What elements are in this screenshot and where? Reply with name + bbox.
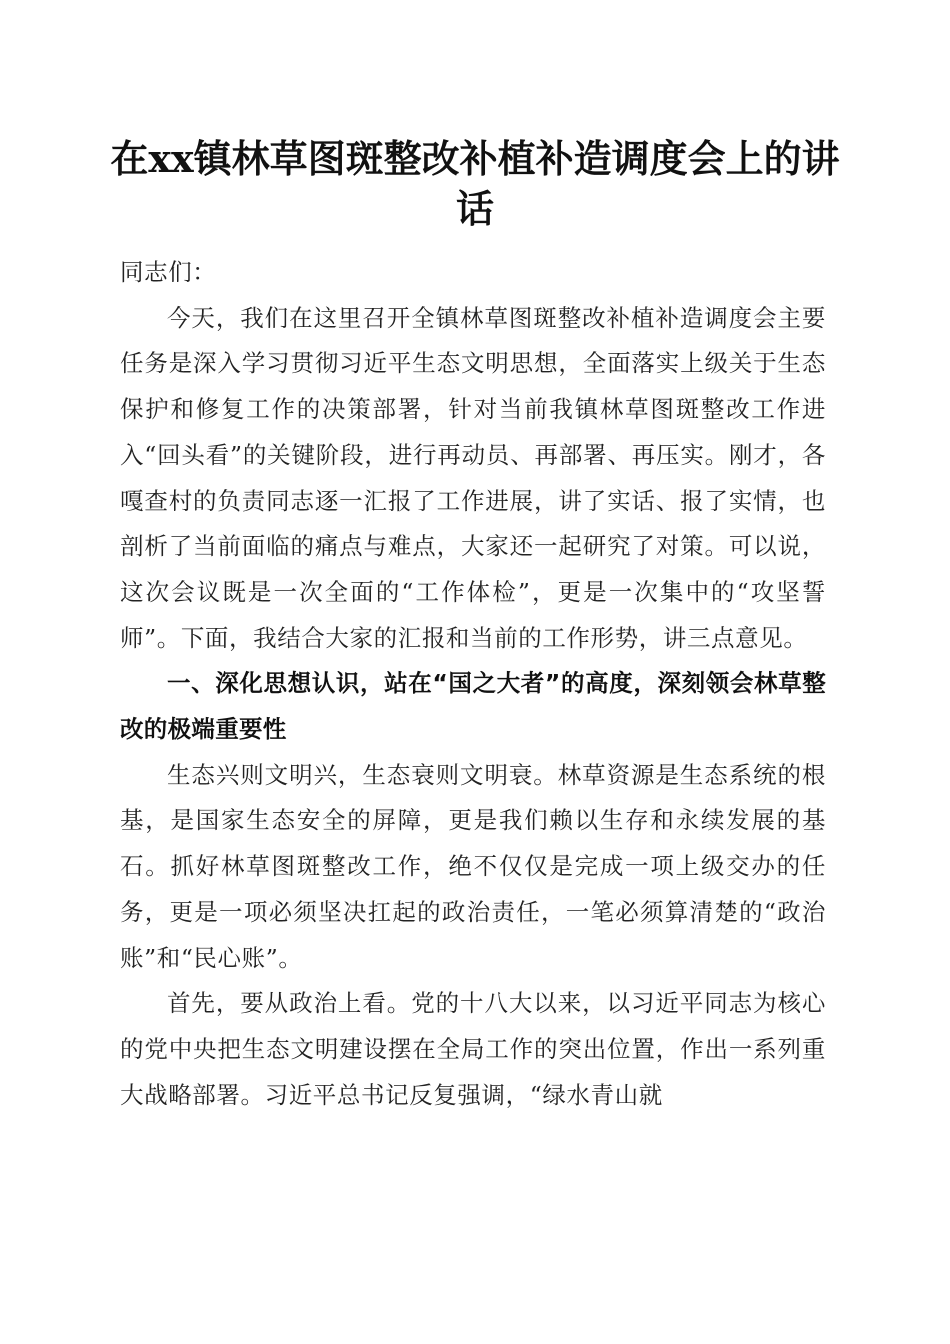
document-title: 在xx镇林草图斑整改补植补造调度会上的讲话	[110, 136, 840, 231]
document-body	[120, 250, 826, 1118]
paragraph-section-1: 生态兴则文明兴，生态衰则文明衰。林草资源是生态系统的根基，是国家生态安全的屏障，更是我们赖以生存和永续发展的基石。抓好林草图斑整改工作，绝不仅仅是完成一项上级交办的任务，更是一项必须坚决扛起的政治责任，一笔必须算清楚的“政治账”和“民心账”。	[120, 760, 826, 972]
paragraph-political: 首先，要从政治上看。党的十八大以来，以习近平同志为核心的党中央把生态文明建设摆在全局工作的突出位置，作出一系列重大战略部署。习近平总书记反复强调，“绿水青山就	[120, 989, 826, 1109]
paragraph-intro: 今天，我们在这里召开全镇林草图斑整改补植补造调度会主要任务是深入学习贯彻习近平生态文明思想，全面落实上级关于生态保护和修复工作的决策部署，针对当前我镇林草图斑整改工作进入“回头看”的关键阶段，进行再动员、再部署、再压实。刚才，各嘎查村的负责同志逐一汇报了工作进展，讲了实话、报了实情，也剖析了当前面临的痛点与难点，大家还一起研究了对策。可以说，这次会议既是一次全面的“工作体检”，更是一次集中的“攻坚誓师”。下面，我结合大家的汇报和当前的工作形势，讲三点意见。	[120, 303, 826, 652]
salutation: 同志们：	[120, 258, 217, 286]
section-heading-1: 一、深化思想认识，站在“国之大者”的高度，深刻领会林草整改的极端重要性	[120, 669, 826, 744]
